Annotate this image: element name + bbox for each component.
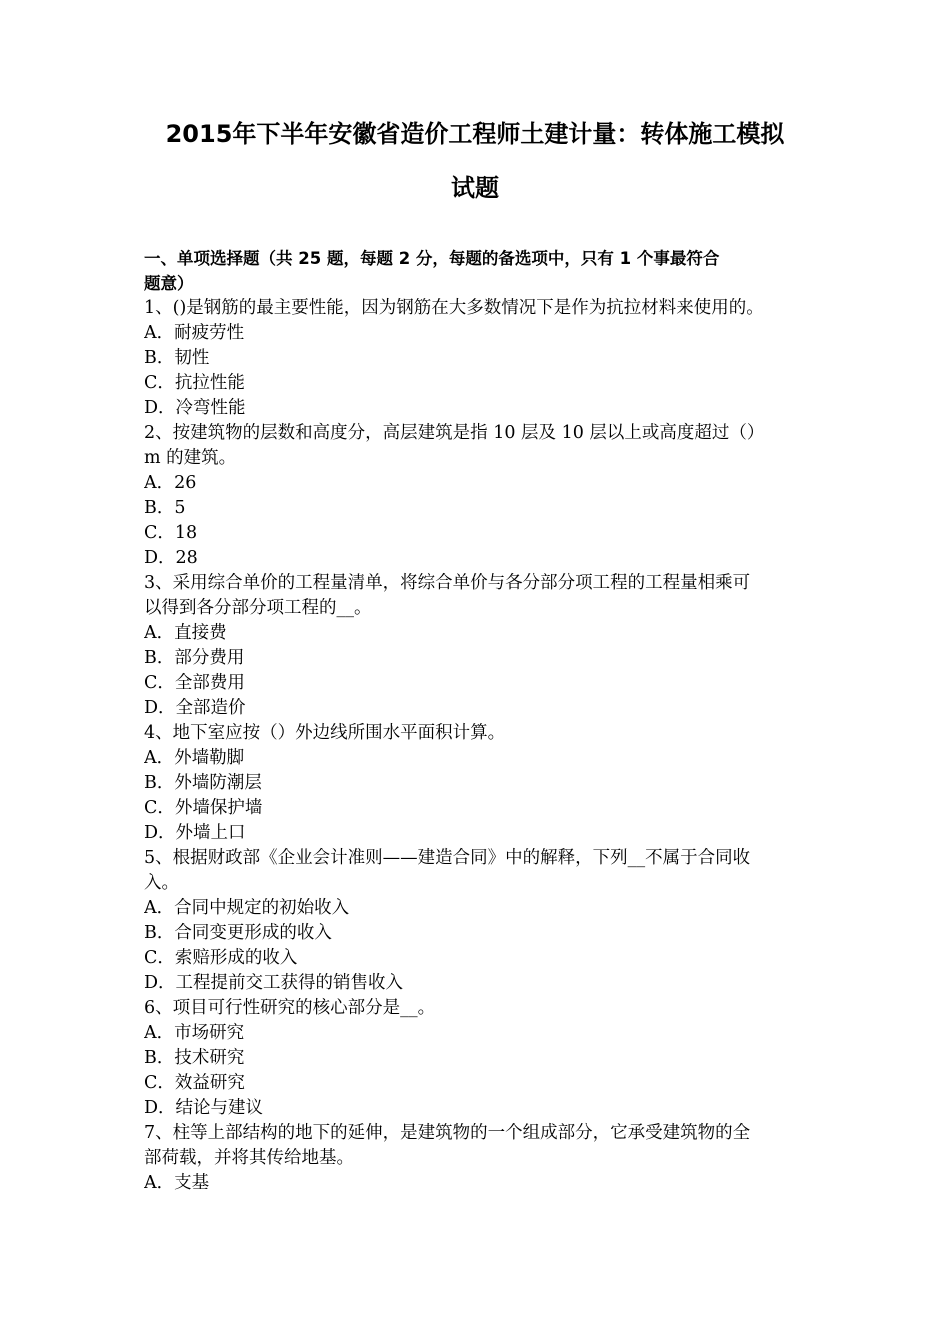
answer-option: C．索赔形成的收入 <box>144 948 298 968</box>
answer-option: A．直接费 <box>144 623 227 643</box>
question-stem-line: 3、采用综合单价的工程量清单，将综合单价与各分部分项工程的工程量相乘可 <box>144 573 751 593</box>
question-item <box>144 1121 808 1196</box>
question-stem-line: m 的建筑。 <box>144 448 237 468</box>
answer-option: D．冷弯性能 <box>144 398 246 418</box>
question-item <box>144 721 808 846</box>
answer-option: A．支基 <box>144 1173 210 1193</box>
answer-option: D．结论与建议 <box>144 1098 264 1118</box>
question-stem-line: 部荷载，并将其传给地基。 <box>144 1148 354 1168</box>
answer-option: C．抗拉性能 <box>144 373 245 393</box>
question-stem-line: 入。 <box>144 873 179 893</box>
answer-option: A．26 <box>144 473 197 493</box>
question-stem-line: 4、地下室应按（）外边线所围水平面积计算。 <box>144 723 506 743</box>
question-stem-line: 1、()是钢筋的最主要性能，因为钢筋在大多数情况下是作为抗拉材料来使用的。 <box>144 298 764 318</box>
question-item <box>144 571 808 721</box>
question-item <box>144 421 808 571</box>
question-list <box>144 296 808 1196</box>
question-stem-line: 7、柱等上部结构的地下的延伸，是建筑物的一个组成部分，它承受建筑物的全 <box>144 1123 751 1143</box>
answer-option: A．市场研究 <box>144 1023 245 1043</box>
section-heading-line-2: 题意） <box>144 274 194 293</box>
answer-option: B．韧性 <box>144 348 210 368</box>
answer-option: B．合同变更形成的收入 <box>144 923 332 943</box>
answer-option: D．全部造价 <box>144 698 246 718</box>
answer-option: C．效益研究 <box>144 1073 245 1093</box>
answer-option: C．外墙保护墙 <box>144 798 263 818</box>
document-title-line-2: 试题 <box>451 174 499 202</box>
answer-option: B．外墙防潮层 <box>144 773 262 793</box>
answer-option: D．工程提前交工获得的销售收入 <box>144 973 404 993</box>
section-heading-line-1: 一、单项选择题（共 25 题，每题 2 分，每题的备选项中，只有 1 个事最符合 <box>144 249 720 268</box>
answer-option: A．合同中规定的初始收入 <box>144 898 350 918</box>
question-item <box>144 296 808 421</box>
question-item <box>144 846 808 996</box>
question-stem-line: 6、项目可行性研究的核心部分是__。 <box>144 998 436 1018</box>
document-title-line-1: 2015年下半年安徽省造价工程师土建计量：转体施工模拟 <box>165 120 785 148</box>
section-heading <box>144 246 808 296</box>
answer-option: A．外墙勒脚 <box>144 748 245 768</box>
answer-option: C．全部费用 <box>144 673 245 693</box>
answer-option: B．5 <box>144 498 186 518</box>
answer-option: C．18 <box>144 523 198 543</box>
answer-option: D．28 <box>144 548 198 568</box>
answer-option: B．技术研究 <box>144 1048 245 1068</box>
answer-option: A．耐疲劳性 <box>144 323 245 343</box>
answer-option: B．部分费用 <box>144 648 245 668</box>
question-stem-line: 2、按建筑物的层数和高度分，高层建筑是指 10 层及 10 层以上或高度超过（） <box>144 423 765 443</box>
question-stem-line: 以得到各分部分项工程的__。 <box>144 598 372 618</box>
question-item <box>144 996 808 1121</box>
question-stem-line: 5、根据财政部《企业会计准则——建造合同》中的解释，下列__不属于合同收 <box>144 848 751 868</box>
answer-option: D．外墙上口 <box>144 823 246 843</box>
